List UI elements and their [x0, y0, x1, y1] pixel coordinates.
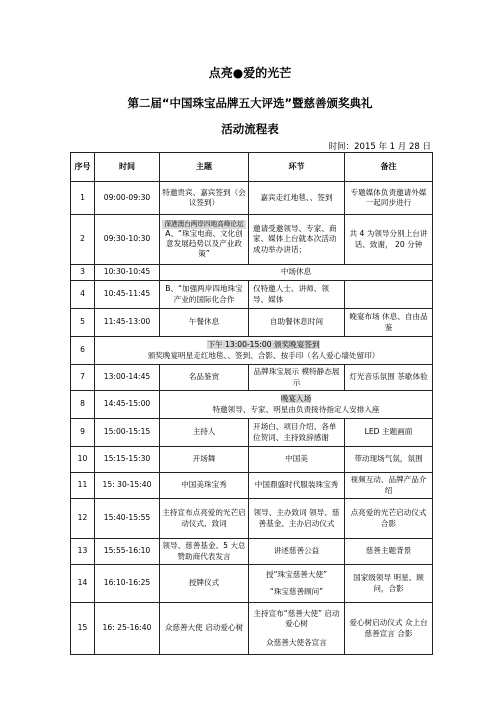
- event-date: 时间：2015 年 1 月 28 日: [328, 142, 431, 152]
- cell-note: 点亮爱的光芒启动仪式 合影: [345, 499, 433, 539]
- cell-no: 1: [71, 182, 95, 215]
- cell-time: 11:45-13:00: [95, 309, 160, 337]
- cell-segment: 开场白、项目介绍、各单位贺词、主持致辞感谢: [249, 419, 345, 447]
- cell-no: 8: [71, 391, 95, 419]
- afternoon-signin: 下午 13:00-15:00 颁奖晚宴签到: [207, 340, 320, 350]
- table-row: [71, 309, 433, 337]
- header-cell-no: 序号: [71, 153, 95, 182]
- table-row: [71, 182, 433, 215]
- dinner-entry: 晚宴入场: [280, 394, 312, 404]
- cell-segment: 嘉宾走红地毯、、签到: [249, 182, 345, 215]
- cell-time: 15:40-15:55: [95, 499, 160, 539]
- cell-theme: B、“加强两岸四地珠宝产业的国际化合作: [160, 281, 249, 309]
- table-row: [71, 215, 433, 265]
- header-cell-note: 备注: [345, 153, 433, 182]
- cell-no: 12: [71, 499, 95, 539]
- cell-theme: 特邀贵宾、嘉宾签到（会议签到）: [160, 182, 249, 215]
- cell-segment: 中国美: [249, 447, 345, 473]
- cell-note: 视频互动、品牌产品介绍: [345, 473, 433, 499]
- cell-segment: 仅特邀人士、讲师、领导、媒体: [249, 281, 345, 309]
- cell-note: 共 4 为领导分别上台讲话、致谢， 20 分钟: [345, 215, 433, 265]
- cell-time: 10:30-10:45: [95, 265, 160, 281]
- cell-segment: 邀请受邀领导、专家、商家、媒体上台就本次活动成功举办讲话；: [249, 215, 345, 265]
- cell-no: 10: [71, 447, 95, 473]
- header-cell-segment: 环节: [249, 153, 345, 182]
- cell-segment: 领导、主办致词 领导、慈善基金、主办启动仪式: [249, 499, 345, 539]
- cell-theme: [160, 215, 249, 265]
- ambassador-pledge: 众慈善大使各宣言: [266, 637, 327, 647]
- cell-theme: 主持宣布点亮爱的光芒启动仪式、致词: [160, 499, 249, 539]
- red-carpet-note: 颁奖晚宴明星走红地毯、、签到、合影、按手印（名人爱心墙处留印）: [147, 350, 380, 360]
- table-row: [71, 565, 433, 603]
- table-row: [71, 391, 433, 419]
- cell-no: 14: [71, 565, 95, 603]
- cell-theme: 午餐休息: [160, 309, 249, 337]
- header-sheet-title: 活动流程表: [221, 122, 279, 136]
- cell-note: 带动现场气氛，氛围: [345, 447, 433, 473]
- table-row: [71, 473, 433, 499]
- cell-no: 15: [71, 603, 95, 655]
- cell-theme: 众慈善大使 启动爱心树: [160, 603, 249, 655]
- cell-note: 慈善主题背景: [345, 539, 433, 565]
- table-row: [71, 539, 433, 565]
- header-title: 点亮●爱的光芒: [208, 66, 292, 80]
- cell-time: 09:30-10:30: [95, 215, 160, 265]
- cell-note: [345, 281, 433, 309]
- cell-segment: [249, 565, 345, 603]
- table-header-row: [71, 153, 433, 182]
- cell-note: 灯光音乐氛围 茶歇体验: [345, 365, 433, 391]
- table-row: [71, 499, 433, 539]
- cell-merged: [160, 391, 433, 419]
- cell-note: 晚宴布场 休息、自由品鉴: [345, 309, 433, 337]
- cell-theme: 中国美珠宝秀: [160, 473, 249, 499]
- table-row: [71, 447, 433, 473]
- cell-no: 6: [71, 337, 95, 365]
- cell-time: 16: 25-16:40: [95, 603, 160, 655]
- cell-no: 5: [71, 309, 95, 337]
- cell-no: 11: [71, 473, 95, 499]
- cell-time: 09:00-09:30: [95, 182, 160, 215]
- forum-topic: A、“珠宝电商、文化创意发展趋势以及产业政策”: [165, 228, 243, 259]
- cell-note: 国家级领导 明星、顾问，合影: [345, 565, 433, 603]
- cell-note: 爱心树启动仪式 众上台 慈善宣言 合影: [345, 603, 433, 655]
- cell-segment: [249, 603, 345, 655]
- cell-theme: 开场舞: [160, 447, 249, 473]
- cell-time: 15:15-15:30: [95, 447, 160, 473]
- table-row: [71, 265, 433, 281]
- cell-no: 3: [71, 265, 95, 281]
- cell-theme: 授牌仪式: [160, 565, 249, 603]
- cell-segment: 中国鼎盛时代服装珠宝秀: [249, 473, 345, 499]
- cell-no: 13: [71, 539, 95, 565]
- cell-no: 2: [71, 215, 95, 265]
- cell-no: 4: [71, 281, 95, 309]
- award-ambassador: 授“珠宝慈善大使”: [265, 570, 328, 580]
- cell-note: 专题媒体负责邀请外媒一起同步进行: [345, 182, 433, 215]
- cell-time: 13:00-14:45: [95, 365, 160, 391]
- cell-no: 9: [71, 419, 95, 447]
- cell-segment: 自助餐休息时间: [249, 309, 345, 337]
- cell-merged: [95, 337, 433, 365]
- cell-segment: 品牌珠宝展示 模特静态展示: [249, 365, 345, 391]
- cell-no: 7: [71, 365, 95, 391]
- table-row: [71, 419, 433, 447]
- cell-time: 15:55-16:10: [95, 539, 160, 565]
- table-row: [71, 337, 433, 365]
- table-row: [71, 603, 433, 655]
- cell-time: 10:45-11:45: [95, 281, 160, 309]
- schedule-table: [70, 152, 433, 655]
- table-row: [71, 365, 433, 391]
- table-row: [71, 281, 433, 309]
- header-subtitle: 第二届“中国珠宝品牌五大评选”暨慈善颁奖典礼: [127, 96, 373, 110]
- cell-theme: 名品鉴赏: [160, 365, 249, 391]
- forum-title: 深港澳台两岸四地高峰论坛: [162, 220, 246, 229]
- header-cell-theme: 主题: [160, 153, 249, 182]
- cell-theme: 主持人: [160, 419, 249, 447]
- seating-note: 特邀领导、专家、明星由负责接待指定人安排入座: [212, 404, 380, 414]
- cell-theme: 领导、慈善基金、5 大总赞助商代表发言: [160, 539, 249, 565]
- award-advisor: “珠宝慈善顾问”: [269, 586, 324, 596]
- header-cell-time: 时间: [95, 153, 160, 182]
- cell-time: 14:45-15:00: [95, 391, 160, 419]
- cell-merged: 中场休息: [160, 265, 433, 281]
- cell-time: 15: 30-15:40: [95, 473, 160, 499]
- cell-segment: 讲述慈善公益: [249, 539, 345, 565]
- love-tree-launch: 主持宣布“慈善大使” 启动爱心树: [253, 609, 340, 629]
- cell-note: LED 主题画面: [345, 419, 433, 447]
- cell-time: 16:10-16:25: [95, 565, 160, 603]
- cell-time: 15:00-15:15: [95, 419, 160, 447]
